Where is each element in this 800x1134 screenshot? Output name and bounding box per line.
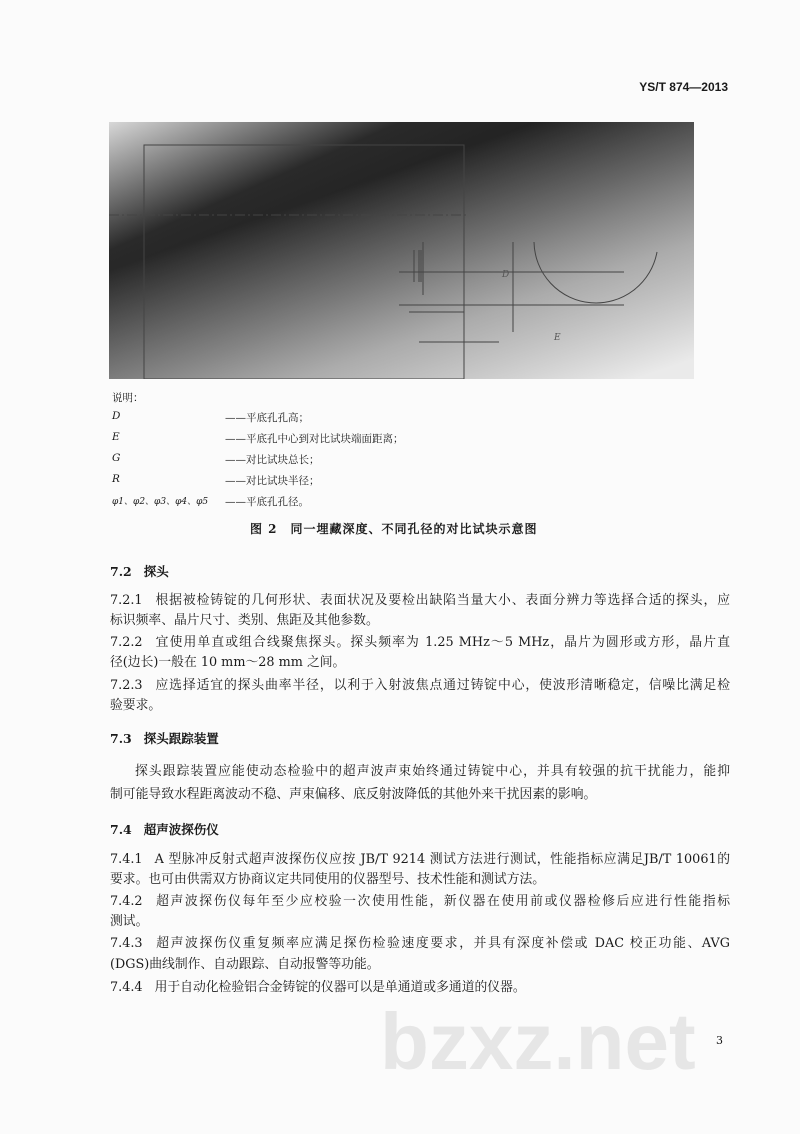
legend-symbol: D: [112, 410, 121, 422]
text: A 型脉冲反射式超声波探伤仪应按 JB/T 9214 测试方法进行测试，性能指标应满足JB/T 10061的: [154, 852, 730, 867]
para-7-3-line2: 制可能导致水程距离波动不稳、声束偏移、底反射波降低的其他外来干扰因素的影响。: [110, 787, 597, 802]
para-7-4-2-line2: 测试。: [110, 914, 149, 929]
para-7-2-1-line1: [110, 593, 730, 609]
section-number: 7.4.4: [110, 980, 143, 995]
test-block-figure: [109, 122, 694, 379]
section-number: 7.4.1: [110, 852, 143, 867]
text: 超声波探伤仪每年至少应校验一次使用性能，新仪器在使用前或仪器检修后应进行性能指标: [154, 894, 730, 909]
section-number: 7.4: [110, 822, 132, 837]
para-7-2-2-line2: 径(边长)一般在 10 mm～28 mm 之间。: [110, 655, 346, 670]
section-number: 7.2.3: [110, 678, 143, 693]
heading-7-2: [110, 562, 169, 580]
legend-desc: ——对比试块半径；: [225, 475, 320, 487]
page-number: 3: [716, 1034, 723, 1047]
legend-title: 说明：: [112, 392, 144, 404]
para-7-4-1-line1: [110, 852, 730, 868]
heading-7-3: [110, 729, 219, 747]
text: 超声波探伤仪重复频率应满足探伤检验速度要求，并具有深度补偿或 DAC 校正功能、AVG: [154, 936, 730, 951]
section-title: 超声波探伤仪: [143, 822, 219, 837]
para-7-2-3-line2: 验要求。: [110, 698, 162, 713]
legend-symbol: E: [112, 431, 120, 443]
label-e: E: [554, 333, 561, 343]
section-number: 7.2: [110, 564, 132, 579]
para-7-4-3-line2: (DGS)曲线制作、自动跟踪、自动报警等功能。: [110, 957, 380, 972]
legend-desc: ——平底孔孔高；: [225, 412, 309, 424]
text: 用于自动化检验铝合金铸锭的仪器可以是单通道或多通道的仪器。: [154, 980, 526, 995]
label-d: D: [502, 270, 510, 280]
para-7-4-1-line2: 要求。也可由供需双方协商议定共同使用的仪器型号、技术性能和测试方法。: [110, 872, 546, 887]
section-title: 探头: [143, 564, 169, 579]
legend-desc: ——平底孔孔径。: [225, 496, 309, 508]
watermark: bzxz.net: [380, 997, 696, 1086]
para-7-4-3-line1: [110, 936, 730, 952]
section-number: 7.4.3: [110, 936, 143, 951]
legend-symbol: R: [112, 473, 120, 485]
section-number: 7.4.2: [110, 894, 143, 909]
section-title: 探头跟踪装置: [143, 731, 219, 746]
text: 根据被检铸锭的几何形状、表面状况及要检出缺陷当量大小、表面分辨力等选择合适的探头，应: [154, 593, 730, 608]
heading-7-4: [110, 820, 219, 838]
figure-caption: 图 2 同一埋藏深度、不同孔径的对比试块示意图: [250, 522, 538, 536]
para-7-2-2-line1: [110, 635, 730, 651]
legend-symbol: G: [112, 452, 121, 464]
para-7-2-3-line1: [110, 678, 730, 694]
text: 应选择适宜的探头曲率半径，以利于入射波焦点通过铸锭中心，使波形清晰稳定，信噪比满足检: [154, 678, 730, 693]
section-number: 7.2.1: [110, 593, 143, 608]
section-number: 7.3: [110, 731, 132, 746]
standard-number: YS/T 874—2013: [639, 80, 728, 94]
legend-desc: ——平底孔中心到对比试块端面距离；: [225, 433, 404, 445]
legend-desc: ——对比试块总长；: [225, 454, 320, 466]
para-7-2-1-line2: 标识频率、晶片尺寸、类别、焦距及其他参数。: [110, 613, 379, 628]
legend-symbol: φ1、φ2、φ3、φ4、φ5: [112, 497, 209, 507]
text: 宜使用单直或组合线聚焦探头。探头频率为 1.25 MHz～5 MHz，晶片为圆形或方形，晶片直: [154, 635, 730, 650]
figure-legend: [112, 410, 612, 510]
section-number: 7.2.2: [110, 635, 143, 650]
para-7-3-line1: 探头跟踪装置应能使动态检验中的超声波声束始终通过铸锭中心，并具有较强的抗干扰能力，能抑: [135, 764, 730, 779]
para-7-4-2-line1: [110, 894, 730, 910]
para-7-4-4: [110, 980, 730, 996]
